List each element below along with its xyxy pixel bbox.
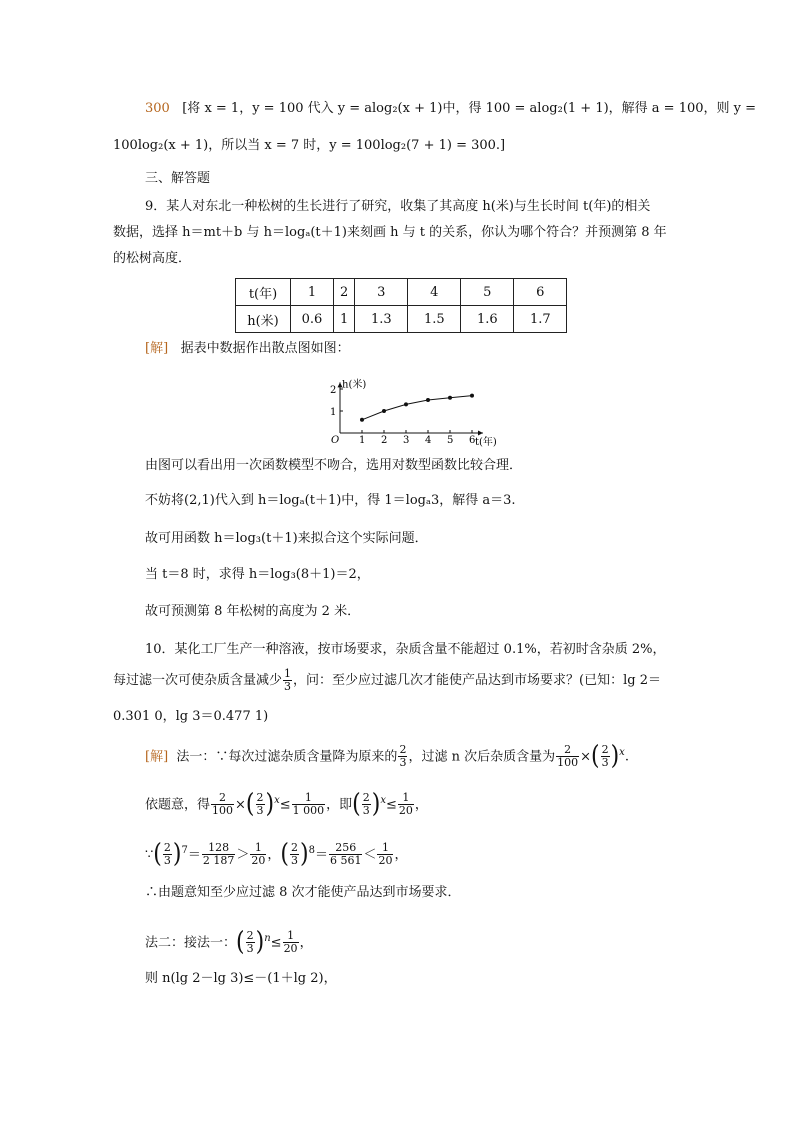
frac-den: 3 xyxy=(601,756,609,770)
q9-solution-line: 当 t＝8 时，求得 h＝log₃(8＋1)＝2， xyxy=(145,567,370,582)
q10-solution-line-2 xyxy=(145,786,428,820)
x-axis-arrow xyxy=(478,431,483,436)
frac-den: 100 xyxy=(212,804,234,818)
y-tick-label: 2 xyxy=(330,385,337,396)
fraction xyxy=(329,842,363,867)
frac-num: 128 xyxy=(202,842,236,855)
table-cell: 4 xyxy=(408,279,461,306)
q9-solution-line: 由图可以看出用一次函数模型不吻合，选用对数型函数比较合理． xyxy=(145,458,523,473)
data-point xyxy=(382,409,386,413)
frac-num: 2 xyxy=(399,743,407,757)
paren: ( xyxy=(280,839,289,870)
q10-solution-line-1 xyxy=(145,738,629,772)
frac-den: 20 xyxy=(251,854,266,868)
op: ＞ xyxy=(236,847,250,863)
answer-value: 300 xyxy=(145,101,170,116)
frac-num: 1 xyxy=(292,792,326,805)
table-cell: 1 xyxy=(334,306,355,333)
paren: ( xyxy=(352,789,361,820)
table-row xyxy=(236,306,567,333)
q10-solution-line-3 xyxy=(145,836,408,870)
op: × xyxy=(580,749,591,765)
q9-line-3: 的松树高度． xyxy=(113,251,192,266)
solution-tag: [解] xyxy=(145,749,169,765)
frac-den: 6 561 xyxy=(329,854,362,868)
op: ， xyxy=(414,797,428,813)
frac-num: 1 xyxy=(284,667,292,680)
table-cell: 0.6 xyxy=(291,306,334,333)
exponent: 8 xyxy=(308,845,315,856)
table-header-t: t(年) xyxy=(236,279,291,306)
frac-num: 2 xyxy=(256,791,264,805)
table-cell: 2 xyxy=(334,279,355,306)
fraction xyxy=(292,792,326,817)
table-cell: 1.6 xyxy=(461,306,514,333)
sol-text: 法二：接法一： xyxy=(145,935,237,951)
fraction xyxy=(398,744,407,769)
exponent: x xyxy=(380,795,386,806)
paren: ( xyxy=(236,927,245,958)
fraction xyxy=(283,668,292,693)
data-point xyxy=(404,402,408,406)
frac-den: 1 000 xyxy=(292,804,325,818)
table-row xyxy=(236,279,567,306)
paren: ) xyxy=(255,927,265,958)
frac-num: 1 xyxy=(283,930,299,943)
op: × xyxy=(235,797,246,813)
x-tick-label: 1 xyxy=(359,435,366,446)
q10-solution-line-4: ∴由题意知至少应过滤 8 次才能使产品达到市场要求． xyxy=(145,885,461,900)
frac-den: 20 xyxy=(398,804,413,818)
data-point xyxy=(448,396,452,400)
table-cell: 1.7 xyxy=(514,306,567,333)
y-axis-label: h(米) xyxy=(342,379,367,391)
frac-den: 20 xyxy=(283,942,298,956)
data-point xyxy=(470,394,474,398)
exponent: 7 xyxy=(181,845,188,856)
frac-den: 20 xyxy=(378,854,393,868)
paren: ( xyxy=(590,741,600,772)
exponent: x xyxy=(619,747,625,758)
q9-solution-line: 不妨将(2,1)代入到 h＝logₐ(t＋1)中，得 1＝logₐ3，解得 a＝3. xyxy=(145,493,516,508)
frac-num: 2 xyxy=(246,929,254,943)
frac-den: 3 xyxy=(163,854,171,868)
q10-line-3: 0.301 0，lg 3＝0.477 1) xyxy=(113,709,269,724)
frac-num: 2 xyxy=(601,743,609,757)
op: ＝ xyxy=(314,847,328,863)
op: ， xyxy=(267,847,281,863)
frac-num: 1 xyxy=(377,842,393,855)
sol-text: 法一：∵每次过滤杂质含量降为原来的 xyxy=(176,749,398,765)
fraction xyxy=(290,842,299,867)
fraction xyxy=(377,842,393,867)
frac-num: 2 xyxy=(556,744,579,757)
trend-curve xyxy=(362,396,472,420)
frac-den: 3 xyxy=(399,756,407,770)
table-cell: 5 xyxy=(461,279,514,306)
fraction xyxy=(601,744,610,769)
q10-line-2 xyxy=(113,668,661,694)
table-cell: 3 xyxy=(355,279,408,306)
exponent: n xyxy=(264,933,271,944)
q10-solution-line-5 xyxy=(145,924,313,958)
fraction xyxy=(250,842,266,867)
paren: ) xyxy=(172,839,182,870)
table-cell: 6 xyxy=(514,279,567,306)
y-tick-label: 1 xyxy=(330,407,337,418)
frac-den: 3 xyxy=(256,804,264,818)
q9-solution-intro xyxy=(145,340,350,358)
data-point xyxy=(426,398,430,402)
scatter-chart xyxy=(315,368,515,448)
fill-blank-answer-line xyxy=(145,100,756,118)
paren: ) xyxy=(265,789,275,820)
frac-den: 100 xyxy=(557,756,579,770)
sol-text: ∵ xyxy=(145,847,154,863)
table-cell: 1.3 xyxy=(355,306,408,333)
frac-num: 2 xyxy=(362,791,370,805)
exponent: x xyxy=(274,795,280,806)
fraction xyxy=(398,792,414,817)
solution-intro-text: 据表中数据作出散点图如图： xyxy=(180,341,350,356)
op: ， xyxy=(394,847,408,863)
q9-solution-line: 故可用函数 h＝log₃(t＋1)来拟合这个实际问题． xyxy=(145,531,428,546)
paren: ) xyxy=(371,789,381,820)
x-tick-label: 2 xyxy=(381,435,388,446)
frac-num: 2 xyxy=(163,841,171,855)
q10-text: ，问：至少应过滤几次才能使产品达到市场要求？(已知：lg 2＝ xyxy=(293,673,661,688)
q10-line-1: 10．某化工厂生产一种溶液，按市场要求，杂质含量不能超过 0.1%，若初时含杂质 2%， xyxy=(145,642,666,657)
section-heading: 三、解答题 xyxy=(145,171,211,186)
answer-explanation-2: 100log₂(x + 1)，所以当 x = 7 时，y = 100log₂(7 + 1) = 300.] xyxy=(113,138,506,153)
x-tick-label: 3 xyxy=(403,435,410,446)
q9-line-2: 数据，选择 h＝mt＋b 与 h＝logₐ(t＋1)来刻画 h 与 t 的关系，你认为哪个符合？并预测第 8 年 xyxy=(113,225,667,240)
fraction xyxy=(246,930,255,955)
data-table xyxy=(235,278,567,333)
q10-solution-line-6: 则 n(lg 2－lg 3)≤－(1＋lg 2)， xyxy=(145,971,337,986)
op: ≤ xyxy=(279,797,291,813)
fraction xyxy=(556,744,579,769)
fraction xyxy=(256,792,265,817)
q9-solution-line: 故可预测第 8 年松树的高度为 2 米． xyxy=(145,604,361,619)
paren: ( xyxy=(245,789,255,820)
q9-line-1: 9．某人对东北一种松树的生长进行了研究，收集了其高度 h(米)与生长时间 t(年)的相关 xyxy=(145,199,651,214)
table-cell: 1 xyxy=(291,279,334,306)
data-point xyxy=(360,418,364,422)
x-tick-label: 4 xyxy=(425,435,432,446)
fraction xyxy=(163,842,172,867)
sol-text: 依题意，得 xyxy=(145,797,211,813)
fraction xyxy=(211,792,234,817)
frac-den: 3 xyxy=(246,942,254,956)
fraction xyxy=(283,930,299,955)
sol-text: ，即 xyxy=(326,797,353,813)
frac-den: 3 xyxy=(284,680,292,693)
table-cell: 1.5 xyxy=(408,306,461,333)
op: . xyxy=(624,749,629,765)
frac-den: 3 xyxy=(362,804,370,818)
x-tick-label: 5 xyxy=(447,435,454,446)
op: ≤ xyxy=(386,797,397,813)
frac-num: 1 xyxy=(398,792,414,805)
frac-den: 2 187 xyxy=(202,854,235,868)
table-header-h: h(米) xyxy=(236,306,291,333)
fraction xyxy=(202,842,236,867)
op: ＝ xyxy=(187,847,201,863)
op: ≤ xyxy=(270,935,282,951)
origin-label: O xyxy=(331,435,340,446)
frac-num: 256 xyxy=(329,842,363,855)
op: ＜ xyxy=(363,847,377,863)
frac-num: 2 xyxy=(290,841,298,855)
paren: ) xyxy=(610,741,620,772)
frac-num: 1 xyxy=(250,842,266,855)
sol-text: ，过滤 n 次后杂质含量为 xyxy=(408,749,556,765)
frac-den: 3 xyxy=(290,854,298,868)
frac-num: 2 xyxy=(211,792,234,805)
paren: ( xyxy=(153,839,162,870)
q10-text: 每过滤一次可使杂质含量减少 xyxy=(113,673,283,688)
fraction xyxy=(362,792,371,817)
op: ， xyxy=(299,935,313,951)
answer-explanation-1: [将 x = 1，y = 100 代入 y = alog₂(x + 1)中，得 100 = alog₂(1 + 1)，解得 a = 100，则 y = xyxy=(182,101,757,116)
solution-tag: [解] xyxy=(145,341,169,356)
x-axis-label: t(年) xyxy=(475,437,497,448)
paren: ) xyxy=(299,839,309,870)
x-tick-label: 6 xyxy=(469,435,476,446)
